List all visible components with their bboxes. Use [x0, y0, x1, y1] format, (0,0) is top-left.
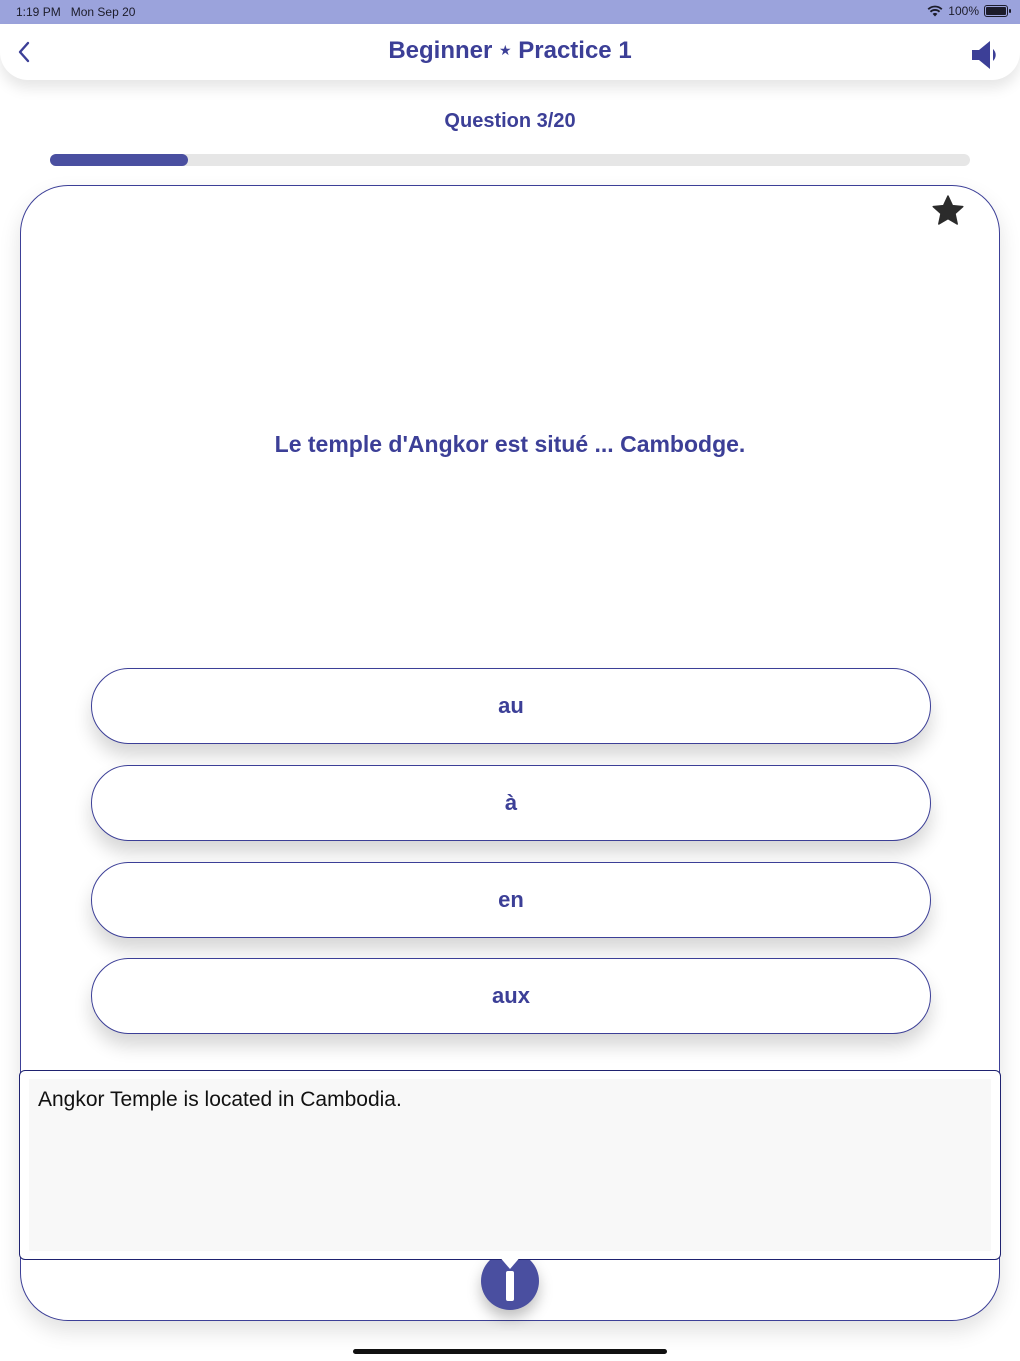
answer-option-1[interactable]: au [91, 668, 931, 744]
answer-option-2[interactable]: à [91, 765, 931, 841]
battery-icon [984, 5, 1008, 17]
question-text: Le temple d'Angkor est situé ... Cambodge. [274, 431, 746, 457]
status-indicators [927, 4, 1008, 18]
progress-fill [50, 154, 188, 166]
page-title: Beginner ★ Practice 1 [388, 37, 632, 64]
status-time-date: 1:19 PM Mon Sep 20 [16, 5, 136, 19]
star-icon [931, 194, 965, 228]
battery-percent: 100% [948, 4, 979, 18]
speaker-icon [970, 38, 1004, 72]
translation-text: Angkor Temple is located in Cambodia. [29, 1079, 991, 1251]
translation-popup [19, 1070, 1001, 1260]
info-icon [506, 1271, 514, 1301]
progress-bar [50, 154, 970, 166]
speaker-button[interactable] [970, 38, 1004, 72]
answer-option-4[interactable]: aux [91, 958, 931, 1034]
home-indicator [353, 1349, 667, 1354]
title-star-icon: ★ [499, 42, 512, 58]
nav-bar [0, 24, 1020, 80]
question-counter: Question 3/20 [444, 110, 576, 132]
wifi-icon [927, 5, 943, 17]
answer-option-3[interactable]: en [91, 862, 931, 938]
favorite-button[interactable] [931, 194, 965, 228]
status-bar [0, 0, 1020, 24]
